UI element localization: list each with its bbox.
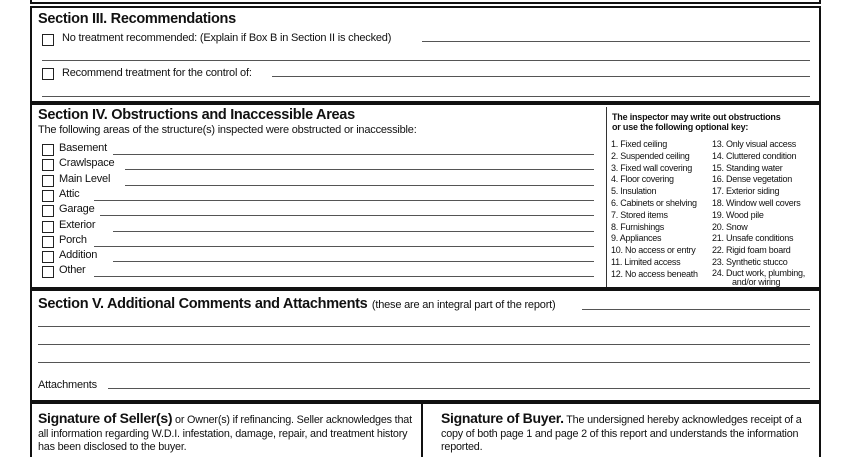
key-item: 21. Unsafe conditions — [712, 233, 794, 244]
area-line[interactable] — [113, 261, 594, 262]
area-line[interactable] — [94, 200, 594, 201]
key-item: 19. Wood pile — [712, 209, 764, 220]
no-treatment-line-2[interactable] — [42, 60, 810, 61]
key-item: 9. Appliances — [611, 233, 662, 244]
comments-line-2[interactable] — [38, 326, 810, 327]
key-heading-line-2: or use the following optional key: — [612, 122, 749, 132]
key-column-1 — [611, 139, 698, 281]
no-treatment-checkbox[interactable] — [42, 34, 54, 46]
area-line[interactable] — [113, 231, 594, 232]
key-heading-line-1: The inspector may write out obstructions — [612, 112, 781, 122]
area-label: Addition — [59, 249, 98, 262]
recommend-treatment-line-1[interactable] — [272, 76, 810, 77]
previous-section-box — [30, 0, 821, 4]
area-label: Porch — [59, 233, 87, 246]
key-item: 12. No access beneath — [611, 268, 698, 279]
key-item: 5. Insulation — [611, 186, 657, 197]
area-label: Basement — [59, 142, 107, 154]
key-item: 15. Standing water — [712, 162, 783, 173]
recommend-treatment-label: Recommend treatment for the control of: — [62, 67, 252, 79]
recommend-treatment-checkbox[interactable] — [42, 68, 54, 80]
attachments-line[interactable] — [108, 388, 810, 389]
section-3-box — [30, 6, 821, 103]
key-item: 17. Exterior siding — [712, 186, 780, 197]
section-4-subtitle: The following areas of the structure(s) inspected were obstructed or inaccessible: — [38, 124, 417, 136]
key-item: 22. Rigid foam board — [712, 245, 791, 256]
area-label: Crawlspace — [59, 157, 115, 170]
attachments-label: Attachments — [38, 379, 97, 391]
area-checkbox-main-level[interactable] — [42, 175, 54, 187]
key-item: 3. Fixed wall covering — [611, 162, 693, 173]
comments-line-3[interactable] — [38, 344, 810, 345]
key-item: 7. Stored items — [611, 209, 668, 220]
key-item: 8. Furnishings — [611, 221, 665, 232]
section-5-box — [30, 289, 821, 402]
area-line[interactable] — [100, 215, 594, 216]
key-item: 23. Synthetic stucco — [712, 256, 788, 267]
area-checkbox-crawlspace[interactable] — [42, 159, 54, 171]
area-line[interactable] — [94, 276, 594, 277]
area-label: Attic — [59, 187, 80, 200]
buyer-signature-text — [441, 412, 811, 455]
area-checkbox-exterior[interactable] — [42, 221, 54, 233]
key-item: and/or wiring — [732, 276, 781, 287]
section-4-box — [30, 103, 821, 289]
section-5-title: Section V. Additional Comments and Attachments — [38, 296, 368, 312]
buyer-signature-box — [421, 402, 821, 457]
key-item: 4. Floor covering — [611, 174, 674, 185]
section-4-title: Section IV. Obstructions and Inaccessible Areas — [38, 107, 355, 123]
key-item: 1. Fixed ceiling — [611, 139, 668, 149]
key-item: 11. Limited access — [611, 256, 681, 267]
area-checkbox-porch[interactable] — [42, 236, 54, 248]
buyer-signature-body: The undersigned hereby acknowledges receipt of a copy of both page 1 and page 2 of this report and understands the information reported. — [441, 414, 802, 453]
area-line[interactable] — [113, 154, 594, 155]
comments-line-4[interactable] — [38, 362, 810, 363]
area-label: Other — [59, 264, 86, 277]
seller-signature-body: or Owner(s) if refinancing. Seller acknowledges that all information regarding W.D.I. infestation, damage, repair, and treatment history has been disclosed to the buyer. — [38, 414, 412, 453]
key-item: 2. Suspended ceiling — [611, 150, 690, 161]
no-treatment-line-1[interactable] — [422, 41, 810, 42]
key-item: 14. Cluttered condition — [712, 150, 797, 161]
area-line[interactable] — [94, 246, 594, 247]
section-5-subtitle: (these are an integral part of the report) — [371, 299, 556, 311]
buyer-signature-title: Signature of Buyer. — [441, 410, 564, 426]
key-item: 13. Only visual access — [712, 139, 797, 149]
area-checkbox-other[interactable] — [42, 266, 54, 278]
area-line[interactable] — [125, 185, 594, 186]
seller-signature-box — [30, 402, 423, 457]
key-divider — [606, 107, 607, 287]
area-label: Exterior — [59, 218, 96, 231]
key-item: 24. Duct work, plumbing, — [712, 267, 806, 278]
key-item: 18. Window well covers — [712, 197, 801, 208]
key-item: 10. No access or entry — [611, 245, 696, 256]
area-checkbox-addition[interactable] — [42, 251, 54, 263]
no-treatment-label: No treatment recommended: (Explain if Box B in Section II is checked) — [62, 32, 392, 44]
area-line[interactable] — [125, 169, 594, 170]
seller-signature-text — [38, 412, 416, 455]
area-checkbox-basement[interactable] — [42, 144, 54, 156]
area-label: Main Level — [59, 172, 111, 185]
key-column-2 — [712, 139, 805, 287]
key-item: 6. Cabinets or shelving — [611, 197, 697, 208]
seller-signature-title: Signature of Seller(s) — [38, 410, 173, 426]
area-label: Garage — [59, 203, 95, 216]
recommend-treatment-line-2[interactable] — [42, 96, 810, 97]
section-5-heading — [38, 295, 555, 313]
comments-line-1[interactable] — [582, 309, 810, 310]
key-item: 20. Snow — [712, 221, 748, 232]
key-item: 16. Dense vegetation — [712, 174, 793, 185]
area-checkbox-attic[interactable] — [42, 190, 54, 202]
section-3-title: Section III. Recommendations — [38, 11, 236, 27]
area-checkbox-garage[interactable] — [42, 205, 54, 217]
